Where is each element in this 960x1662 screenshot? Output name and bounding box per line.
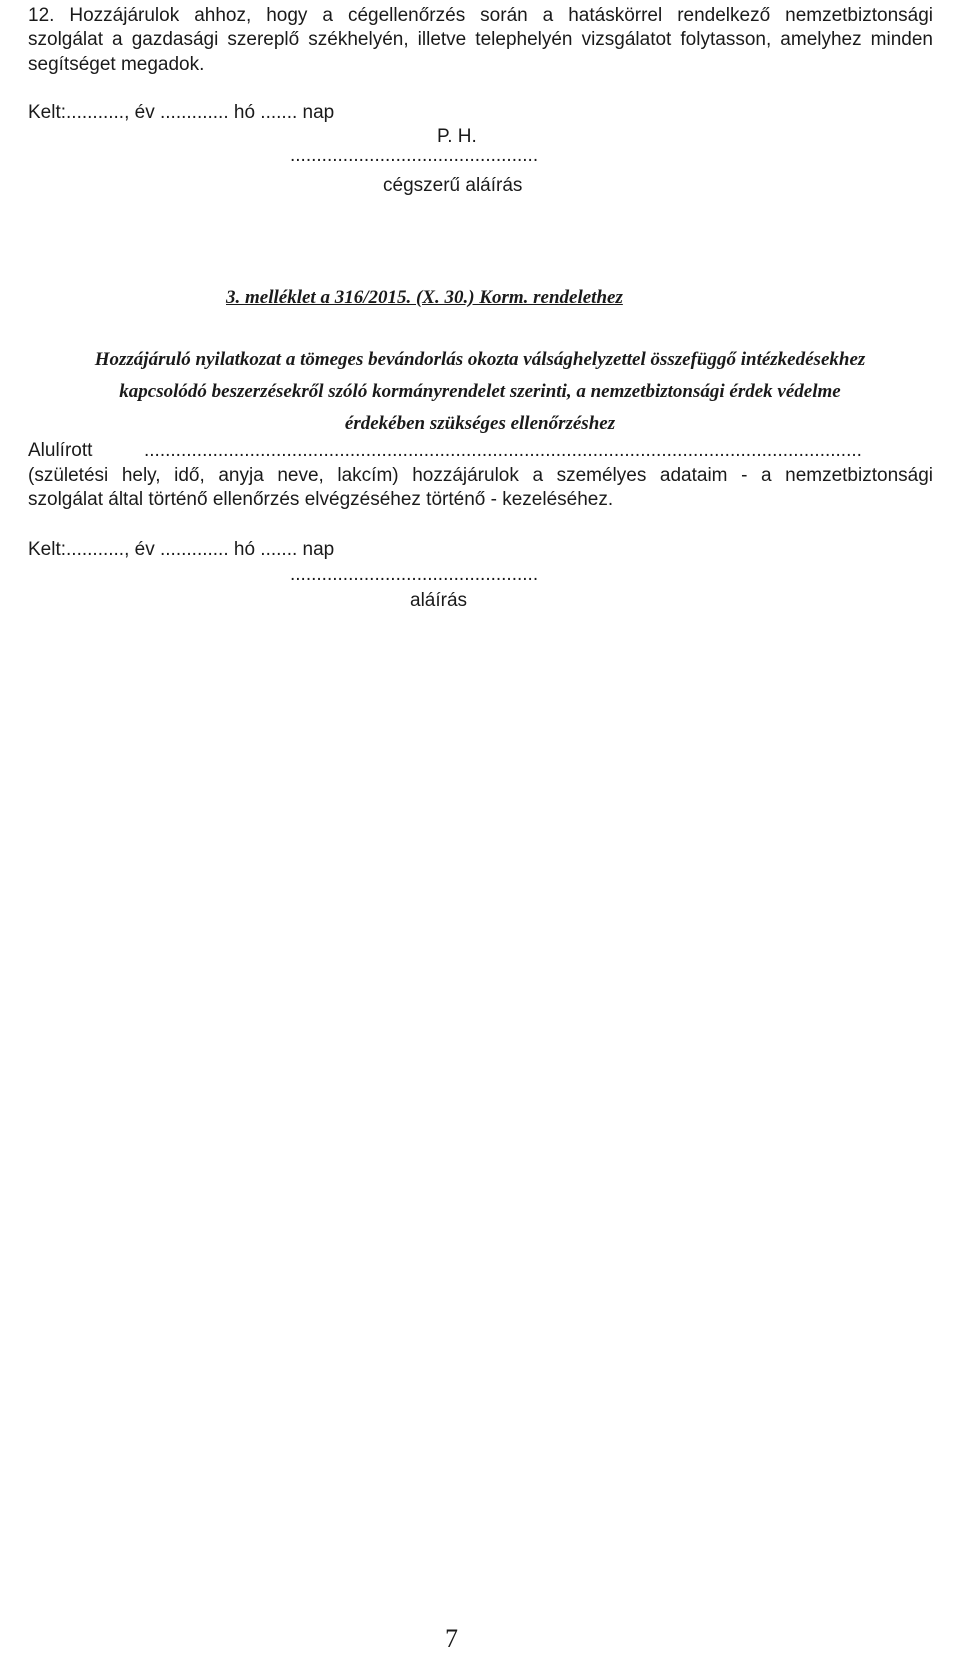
paragraph-12-line-3: segítséget megadok.: [28, 54, 205, 75]
declaration-title-line-3: érdekében szükséges ellenőrzéshez: [344, 413, 616, 434]
company-signature-label: cégszerű aláírás: [383, 175, 523, 196]
ph-stamp-label: P. H.: [437, 126, 477, 147]
annex-title: 3. melléklet a 316/2015. (X. 30.) Korm. rendelethez: [226, 287, 623, 308]
signature-label: aláírás: [410, 590, 468, 611]
paragraph-12-line-1: 12. Hozzájárulok ahhoz, hogy a cégellenőrzés során a hatáskörrel rendelkező nemzetbiztonsági: [28, 5, 933, 26]
signature-line: ...............................................: [290, 564, 539, 585]
date-line-2: Kelt:..........., év ............. hó ....... nap: [28, 539, 335, 560]
company-signature-line: ...............................................: [290, 145, 539, 166]
page-number: 7: [445, 1624, 458, 1653]
declaration-title-line-2: kapcsolódó beszerzésekről szóló kormányrendelet szerinti, a nemzetbiztonsági érdek védelme: [119, 381, 841, 402]
declaration-body-line-1: (születési hely, idő, anyja neve, lakcím) hozzájárulok a személyes adataim - a nemzetbiztonsági: [28, 465, 933, 486]
paragraph-12-line-2: szolgálat a gazdasági szereplő székhelyén, illetve telephelyén vizsgálatot folytasson, amelyhez minden: [28, 29, 933, 50]
declaration-title-line-1: Hozzájáruló nyilatkozat a tömeges bevándorlás okozta válsághelyzettel összefüggő intézkedésekhez: [94, 349, 866, 370]
undersigned-label: Alulírott: [28, 440, 93, 461]
date-line-1: Kelt:..........., év ............. hó ....... nap: [28, 102, 335, 123]
undersigned-name-line: ........................................................................................................................................: [144, 440, 862, 461]
declaration-body-line-2: szolgálat által történő ellenőrzés elvégzéséhez történő - kezeléséhez.: [28, 489, 614, 510]
